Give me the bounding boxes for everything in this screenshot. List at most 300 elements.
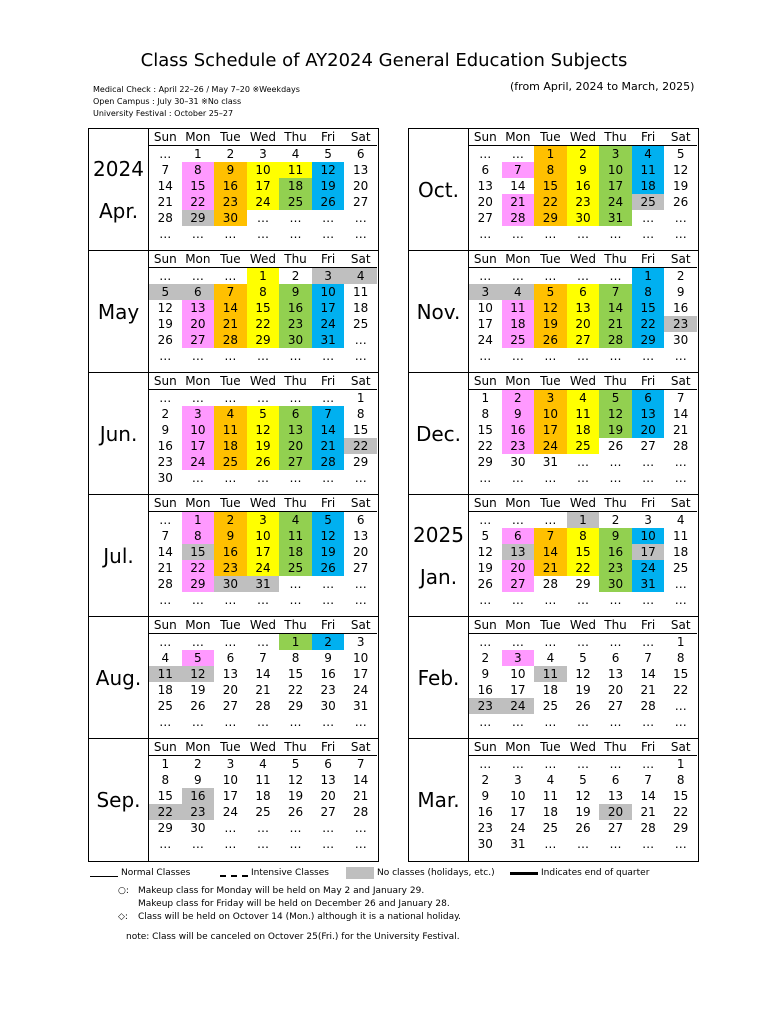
weekday-header: Wed: [567, 495, 600, 512]
week-row: [149, 162, 377, 178]
day-cell: 10: [247, 162, 280, 178]
month-label: [89, 251, 149, 372]
day-cell: 27: [222, 699, 239, 713]
day-cell: 7: [644, 773, 652, 787]
day-cell: 30: [673, 333, 689, 347]
day-cell: 10: [510, 789, 526, 803]
week-row: [149, 804, 377, 820]
day-cell: 27: [640, 439, 656, 453]
day-cell: …: [576, 269, 589, 283]
day-cell: 31: [510, 837, 526, 851]
day-cell: 22: [632, 316, 665, 332]
day-cell: 16: [673, 301, 689, 315]
month-name: Jul.: [103, 543, 134, 568]
week-row: [469, 284, 697, 300]
day-cell: 13: [182, 300, 215, 316]
day-cell: 15: [182, 178, 215, 194]
day-cell: 5: [599, 390, 632, 407]
day-cell: …: [642, 837, 655, 851]
day-cell: …: [511, 471, 524, 485]
day-cell: …: [576, 471, 589, 485]
day-cell: …: [256, 211, 269, 225]
day-cell: …: [576, 757, 589, 771]
day-cell: …: [674, 349, 687, 363]
day-cell: 13: [353, 163, 369, 177]
weekday-header: Tue: [214, 129, 247, 146]
weekday-header: Sun: [149, 617, 182, 634]
weekday-header: Tue: [214, 251, 247, 268]
day-cell: 29: [575, 577, 591, 591]
day-cell: 24: [510, 821, 526, 835]
day-cell: …: [256, 471, 269, 485]
day-cell: …: [224, 821, 237, 835]
week-row: [469, 560, 697, 576]
month-block: [409, 129, 698, 251]
day-cell: …: [609, 593, 622, 607]
day-cell: 8: [291, 651, 300, 665]
day-cell: 10: [632, 528, 665, 544]
day-cell: 15: [477, 423, 493, 437]
day-cell: …: [674, 471, 687, 485]
normal-line-swatch: [90, 876, 118, 877]
week-row: [149, 772, 377, 788]
day-cell: 19: [312, 544, 345, 560]
day-cell: …: [642, 349, 655, 363]
day-cell: …: [256, 715, 269, 729]
month-label: [89, 739, 149, 861]
month-name: May: [97, 299, 140, 324]
day-cell: 22: [149, 804, 182, 820]
week-row: [149, 682, 377, 698]
day-cell: 15: [182, 544, 215, 560]
day-cell: 2: [481, 773, 490, 787]
weekday-header: Fri: [312, 739, 345, 756]
day-cell: 19: [534, 316, 567, 332]
day-cell: 6: [611, 773, 620, 787]
day-cell: 14: [214, 300, 247, 316]
day-cell: 24: [182, 454, 215, 470]
day-cell: 4: [214, 406, 247, 422]
day-cell: …: [576, 227, 589, 241]
day-cell: …: [544, 593, 557, 607]
month-calendar-table: [149, 129, 377, 242]
intensive-dash-swatch: [220, 875, 248, 877]
day-cell: 12: [312, 528, 345, 544]
day-cell: 1: [182, 512, 215, 529]
weekday-header: Tue: [534, 739, 567, 756]
day-cell: …: [159, 593, 172, 607]
day-cell: 25: [279, 560, 312, 576]
weekday-header: Thu: [599, 129, 632, 146]
day-cell: …: [642, 471, 655, 485]
day-cell: 6: [611, 651, 620, 665]
day-cell: …: [479, 227, 492, 241]
day-cell: 6: [502, 528, 535, 544]
note-open-campus: Open Campus : July 30–31 ※No class: [93, 97, 242, 106]
day-cell: …: [191, 593, 204, 607]
day-cell: 20: [279, 438, 312, 454]
day-cell: 18: [567, 422, 600, 438]
week-row: [469, 210, 697, 226]
footnote-festival: note: Class will be canceled on Octover 25(Fri.) for the University Festival.: [126, 932, 460, 942]
week-row: [149, 698, 377, 714]
circle-symbol: ○:: [118, 886, 129, 896]
day-cell: …: [256, 821, 269, 835]
week-row: [469, 178, 697, 194]
weekday-header: Mon: [502, 495, 535, 512]
day-cell: 30: [599, 576, 632, 592]
day-cell: …: [256, 593, 269, 607]
day-cell: 27: [182, 332, 215, 348]
day-cell: …: [191, 471, 204, 485]
day-cell: 18: [157, 683, 173, 697]
week-row: [149, 470, 377, 486]
day-cell: 17: [222, 789, 239, 803]
day-cell: 20: [607, 683, 624, 697]
day-cell: …: [609, 227, 622, 241]
day-cell: 25: [157, 699, 173, 713]
weekday-header: Tue: [214, 495, 247, 512]
day-cell: 21: [157, 561, 173, 575]
day-cell: 9: [324, 651, 332, 665]
day-cell: 3: [356, 635, 365, 649]
day-cell: …: [191, 269, 204, 283]
day-cell: 23: [214, 560, 247, 576]
day-cell: …: [224, 269, 237, 283]
day-cell: 24: [353, 683, 369, 697]
day-cell: …: [354, 577, 367, 591]
day-cell: 14: [312, 422, 345, 438]
day-cell: 11: [353, 285, 369, 299]
week-row: [149, 146, 377, 163]
day-cell: 17: [477, 317, 493, 331]
weekday-header: Sat: [664, 251, 697, 268]
day-cell: 17: [353, 667, 369, 681]
day-cell: 12: [247, 422, 280, 438]
day-cell: …: [544, 715, 557, 729]
day-cell: 28: [542, 577, 559, 591]
weekday-header: Sun: [469, 617, 502, 634]
week-row: [469, 438, 697, 454]
week-row: [469, 576, 697, 592]
week-row: [469, 650, 697, 666]
day-cell: 5: [149, 284, 182, 300]
week-row: [469, 836, 697, 852]
day-cell: 29: [287, 699, 304, 713]
weekday-header: Sat: [664, 129, 697, 146]
day-cell: 30: [279, 332, 312, 348]
day-cell: …: [289, 593, 302, 607]
day-cell: 6: [356, 513, 365, 527]
day-cell: 21: [534, 560, 567, 576]
day-cell: 11: [149, 666, 182, 682]
month-calendar-table: [469, 617, 697, 730]
day-cell: 8: [182, 162, 215, 178]
day-cell: 3: [502, 650, 535, 666]
day-cell: 1: [356, 391, 365, 405]
day-cell: 2: [161, 407, 170, 421]
day-cell: 25: [255, 805, 271, 819]
day-cell: 15: [247, 300, 280, 316]
day-cell: …: [642, 593, 655, 607]
week-row: [149, 348, 377, 364]
day-cell: …: [256, 227, 269, 241]
day-cell: 20: [502, 560, 535, 576]
weekday-header: Mon: [182, 739, 215, 756]
day-cell: 20: [353, 179, 369, 193]
week-row: [149, 210, 377, 226]
month-block: [409, 495, 698, 617]
day-cell: …: [479, 269, 492, 283]
day-cell: 20: [182, 316, 215, 332]
day-cell: 21: [640, 683, 656, 697]
weekday-header: Wed: [247, 617, 280, 634]
day-cell: 25: [632, 194, 665, 210]
weekday-header: Sat: [664, 373, 697, 390]
weekday-header: Tue: [214, 373, 247, 390]
day-cell: 6: [481, 163, 490, 177]
day-cell: 21: [502, 194, 535, 210]
day-cell: …: [322, 471, 335, 485]
weekday-header: Sun: [469, 495, 502, 512]
day-cell: 5: [481, 529, 490, 543]
day-cell: …: [609, 837, 622, 851]
day-cell: 24: [632, 560, 665, 576]
day-cell: 7: [312, 406, 345, 422]
day-cell: 18: [542, 683, 559, 697]
day-cell: 5: [247, 406, 280, 422]
legend-noclass-label: No classes (holidays, etc.): [377, 868, 495, 878]
day-cell: 28: [255, 699, 271, 713]
day-cell: 25: [502, 332, 535, 348]
day-cell: 14: [157, 545, 173, 559]
day-cell: 7: [676, 391, 685, 405]
day-cell: …: [191, 715, 204, 729]
month-label: [409, 617, 469, 738]
day-cell: 8: [632, 284, 665, 300]
day-cell: 7: [161, 529, 170, 543]
day-cell: 21: [673, 423, 689, 437]
weekday-header: Mon: [182, 495, 215, 512]
weekday-header: Sun: [149, 373, 182, 390]
day-cell: 30: [157, 471, 173, 485]
day-cell: 13: [502, 544, 535, 560]
month-label: [409, 129, 469, 250]
month-calendar-table: [469, 373, 697, 486]
month-block: [89, 373, 378, 495]
day-cell: …: [256, 635, 269, 649]
day-cell: 9: [194, 773, 202, 787]
day-cell: 12: [673, 163, 689, 177]
day-cell: 1: [481, 391, 490, 405]
day-cell: 27: [279, 454, 312, 470]
week-row: [469, 390, 697, 407]
weekday-header: Sun: [469, 129, 502, 146]
day-cell: 25: [673, 561, 689, 575]
day-cell: 27: [320, 805, 336, 819]
day-cell: 16: [477, 683, 493, 697]
day-cell: 7: [644, 651, 652, 665]
day-cell: …: [224, 593, 237, 607]
week-row: [469, 666, 697, 682]
footnote-diamond: Class will be held on Octover 14 (Mon.) although it is a national holiday.: [138, 912, 462, 922]
day-cell: 17: [312, 300, 345, 316]
day-cell: …: [289, 211, 302, 225]
week-row: [469, 422, 697, 438]
day-cell: 19: [673, 179, 689, 193]
day-cell: 13: [222, 667, 239, 681]
weekday-header: Wed: [567, 129, 600, 146]
day-cell: 15: [353, 423, 369, 437]
weekday-header: Thu: [279, 495, 312, 512]
day-cell: 1: [194, 147, 202, 161]
month-calendar-table: [469, 495, 697, 608]
day-cell: 3: [247, 512, 280, 529]
day-cell: …: [674, 227, 687, 241]
day-cell: 12: [534, 300, 567, 316]
legend-end-quarter: [510, 866, 649, 880]
day-cell: 26: [157, 333, 173, 347]
day-cell: 28: [640, 699, 656, 713]
week-row: [469, 194, 697, 210]
day-cell: 29: [182, 576, 215, 592]
note-medical-check: Medical Check : April 22–26 / May 7–20 ※Weekdays: [93, 85, 300, 94]
day-cell: 15: [567, 544, 600, 560]
day-cell: …: [322, 837, 335, 851]
day-cell: 7: [259, 651, 267, 665]
event-notes: [93, 84, 300, 120]
day-cell: 4: [259, 757, 267, 771]
day-cell: 22: [477, 439, 493, 453]
week-row: [149, 634, 377, 651]
day-cell: …: [322, 577, 335, 591]
day-cell: 30: [477, 837, 493, 851]
day-cell: 9: [567, 162, 600, 178]
week-row: [149, 666, 377, 682]
day-cell: …: [576, 349, 589, 363]
day-cell: 30: [567, 210, 600, 226]
weekday-header: Thu: [599, 373, 632, 390]
day-cell: …: [479, 593, 492, 607]
day-cell: 11: [673, 529, 689, 543]
day-cell: …: [322, 821, 335, 835]
day-cell: 18: [279, 544, 312, 560]
day-cell: 12: [575, 667, 591, 681]
day-cell: …: [224, 227, 237, 241]
week-row: [469, 146, 697, 163]
legend-intensive: [220, 866, 329, 880]
day-cell: 23: [279, 316, 312, 332]
month-name: Jun.: [99, 421, 138, 446]
day-cell: 9: [161, 423, 170, 437]
day-cell: 23: [477, 821, 493, 835]
day-cell: 21: [599, 316, 632, 332]
weekday-header: Fri: [632, 617, 665, 634]
week-row: [149, 454, 377, 470]
weekday-header: Sat: [664, 617, 697, 634]
day-cell: …: [289, 349, 302, 363]
day-cell: 11: [534, 666, 567, 682]
legend-end-quarter-label: Indicates end of quarter: [541, 868, 650, 878]
month-name: Feb.: [417, 665, 460, 690]
day-cell: …: [642, 757, 655, 771]
day-cell: …: [289, 837, 302, 851]
weekday-header: Fri: [632, 373, 665, 390]
month-label: [89, 617, 149, 738]
day-cell: 27: [477, 211, 493, 225]
week-row: [469, 512, 697, 529]
day-cell: 18: [214, 438, 247, 454]
day-cell: …: [609, 471, 622, 485]
week-row: [149, 438, 377, 454]
day-cell: 18: [502, 316, 535, 332]
month-calendar-table: [149, 495, 377, 608]
day-cell: 9: [676, 285, 685, 299]
day-cell: 8: [182, 528, 215, 544]
day-cell: 27: [353, 561, 369, 575]
week-row: [469, 682, 697, 698]
weekday-header: Wed: [247, 373, 280, 390]
day-cell: 8: [161, 773, 170, 787]
week-row: [149, 756, 377, 773]
month-name: Oct.: [418, 177, 459, 202]
day-cell: 13: [607, 667, 624, 681]
day-cell: 26: [575, 699, 591, 713]
weekday-header: Sun: [149, 739, 182, 756]
day-cell: 20: [567, 316, 600, 332]
weekday-header: Tue: [534, 617, 567, 634]
day-cell: …: [289, 715, 302, 729]
day-cell: 20: [632, 422, 665, 438]
day-cell: 13: [477, 179, 493, 193]
day-cell: 16: [279, 300, 312, 316]
weekday-header: Wed: [567, 739, 600, 756]
day-cell: 4: [567, 390, 600, 407]
week-row: [469, 268, 697, 285]
weekday-header: Sun: [149, 129, 182, 146]
day-cell: 28: [640, 821, 656, 835]
day-cell: 28: [599, 332, 632, 348]
day-cell: 26: [190, 699, 206, 713]
day-cell: …: [642, 635, 655, 649]
weekday-header: Mon: [502, 739, 535, 756]
day-cell: 27: [567, 332, 600, 348]
weekday-header: Tue: [214, 617, 247, 634]
day-cell: 17: [632, 544, 665, 560]
day-cell: 3: [599, 146, 632, 163]
week-row: [469, 714, 697, 730]
weekday-header: Thu: [279, 739, 312, 756]
day-cell: 19: [312, 178, 345, 194]
weekday-header: Wed: [247, 129, 280, 146]
day-cell: 2: [291, 269, 300, 283]
week-row: [149, 316, 377, 332]
day-cell: …: [609, 715, 622, 729]
day-cell: …: [322, 391, 335, 405]
day-cell: …: [674, 715, 687, 729]
weekday-header: Sun: [149, 251, 182, 268]
day-cell: …: [511, 635, 524, 649]
day-cell: 1: [279, 634, 312, 651]
footnote-circle-line-1: Makeup class for Monday will be held on May 2 and January 29.: [138, 886, 425, 896]
day-cell: …: [159, 349, 172, 363]
day-cell: 31: [247, 576, 280, 592]
calendar-column-right: [408, 128, 699, 862]
day-cell: 9: [481, 789, 490, 803]
day-cell: …: [191, 635, 204, 649]
day-cell: 22: [673, 683, 689, 697]
month-block: [89, 495, 378, 617]
